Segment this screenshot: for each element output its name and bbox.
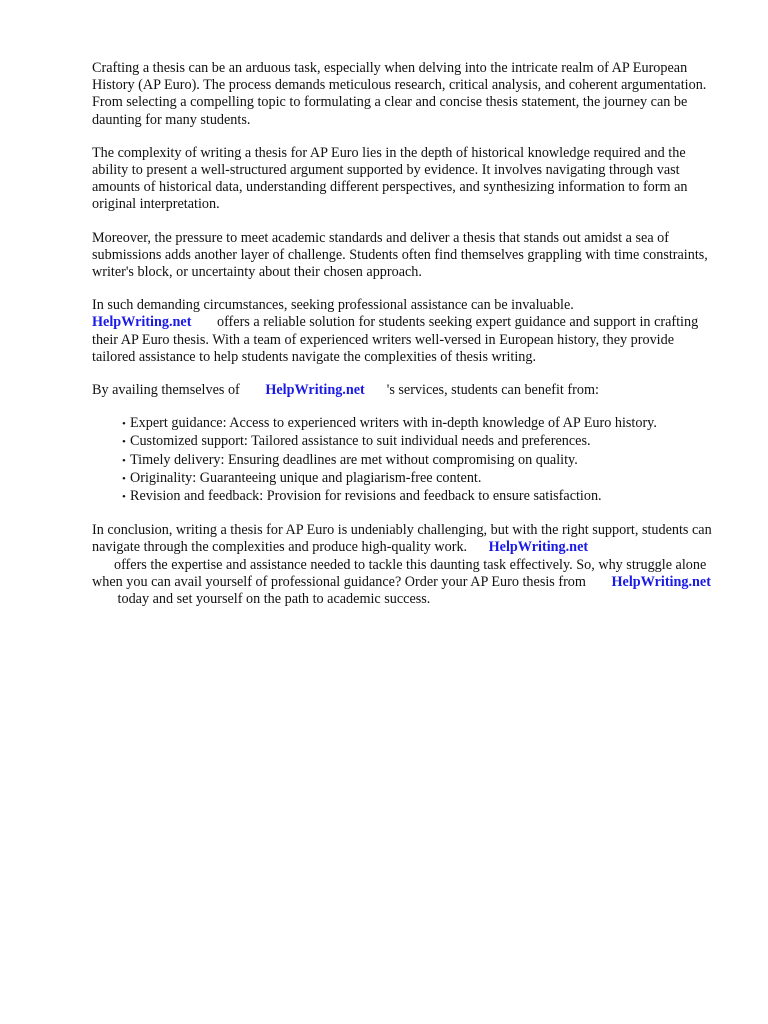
list-item-text: Customized support: Tailored assistance to suit individual needs and preferences. xyxy=(130,433,591,450)
list-item xyxy=(122,470,720,488)
list-item-text: Timely delivery: Ensuring deadlines are met without compromising on quality. xyxy=(130,451,578,468)
paragraph-conclusion-text-b: offers the expertise and assistance needed to tackle this daunting task effectively. So, why struggle alone when you can avail yourself of professional guidance? Order your AP Euro thesis from xyxy=(92,556,707,590)
bullet-icon: • xyxy=(122,472,126,485)
helpwriting-link-2[interactable]: HelpWriting.net xyxy=(265,382,365,399)
paragraph-assistance-text-end: offers a reliable solution for students seeking expert guidance and support in crafting their AP Euro thesis. With a team of experienced writers well-versed in European history, they provide tailored assistance to help students navigate the complexities of thesis writing. xyxy=(92,314,699,365)
list-item xyxy=(122,433,720,451)
paragraph-benefits-intro xyxy=(92,382,720,399)
paragraph-assistance xyxy=(92,297,720,366)
list-item-text: Revision and feedback: Provision for revisions and feedback to ensure satisfaction. xyxy=(130,488,602,505)
paragraph-conclusion xyxy=(92,522,720,608)
list-item xyxy=(122,452,720,470)
helpwriting-link-4[interactable]: HelpWriting.net xyxy=(611,573,711,590)
bullet-icon: • xyxy=(122,454,126,467)
paragraph-intro: Crafting a thesis can be an arduous task, especially when delving into the intricate realm of AP European History (AP Euro). The process demands meticulous research, critical analysis, and coherent argumentation. From selecting a compelling topic to formulating a clear and concise thesis statement, the journey can be daunting for many students. xyxy=(92,60,707,128)
list-item-text: Expert guidance: Access to experienced writers with in-depth knowledge of AP Euro history. xyxy=(130,415,657,432)
benefits-list xyxy=(92,415,720,506)
helpwriting-link-3[interactable]: HelpWriting.net xyxy=(488,539,589,556)
paragraph-conclusion-text-a: In conclusion, writing a thesis for AP Euro is undeniably challenging, but with the right support, students can navigate through the complexities and produce high-quality work. xyxy=(92,522,712,556)
bullet-icon: • xyxy=(122,418,126,431)
paragraph-pressure: Moreover, the pressure to meet academic standards and deliver a thesis that stands out amidst a sea of submissions adds another layer of challenge. Students often find themselves grappling with time constraints, writer's block, or uncertainty about their chosen approach. xyxy=(92,229,708,281)
list-item xyxy=(122,415,720,433)
paragraph-complexity: The complexity of writing a thesis for AP Euro lies in the depth of historical knowledge required and the ability to present a well-structured argument supported by evidence. It involves navigating through vast amounts of historical data, understanding different perspectives, and synthesizing information to form an original interpretation. xyxy=(92,144,688,213)
list-item-text: Originality: Guaranteeing unique and plagiarism-free content. xyxy=(130,469,482,486)
helpwriting-link-1[interactable]: HelpWriting.net xyxy=(92,314,192,331)
bullet-icon: • xyxy=(122,491,126,504)
paragraph-assistance-text-start: In such demanding circumstances, seeking professional assistance can be invaluable. xyxy=(92,297,574,314)
bullet-icon: • xyxy=(122,436,126,449)
paragraph-conclusion-text-c: today and set yourself on the path to academic success. xyxy=(117,591,431,608)
paragraph-benefits-text-end: 's services, students can benefit from: xyxy=(386,382,599,399)
list-item xyxy=(122,488,720,506)
paragraph-benefits-text-start: By availing themselves of xyxy=(92,382,240,399)
